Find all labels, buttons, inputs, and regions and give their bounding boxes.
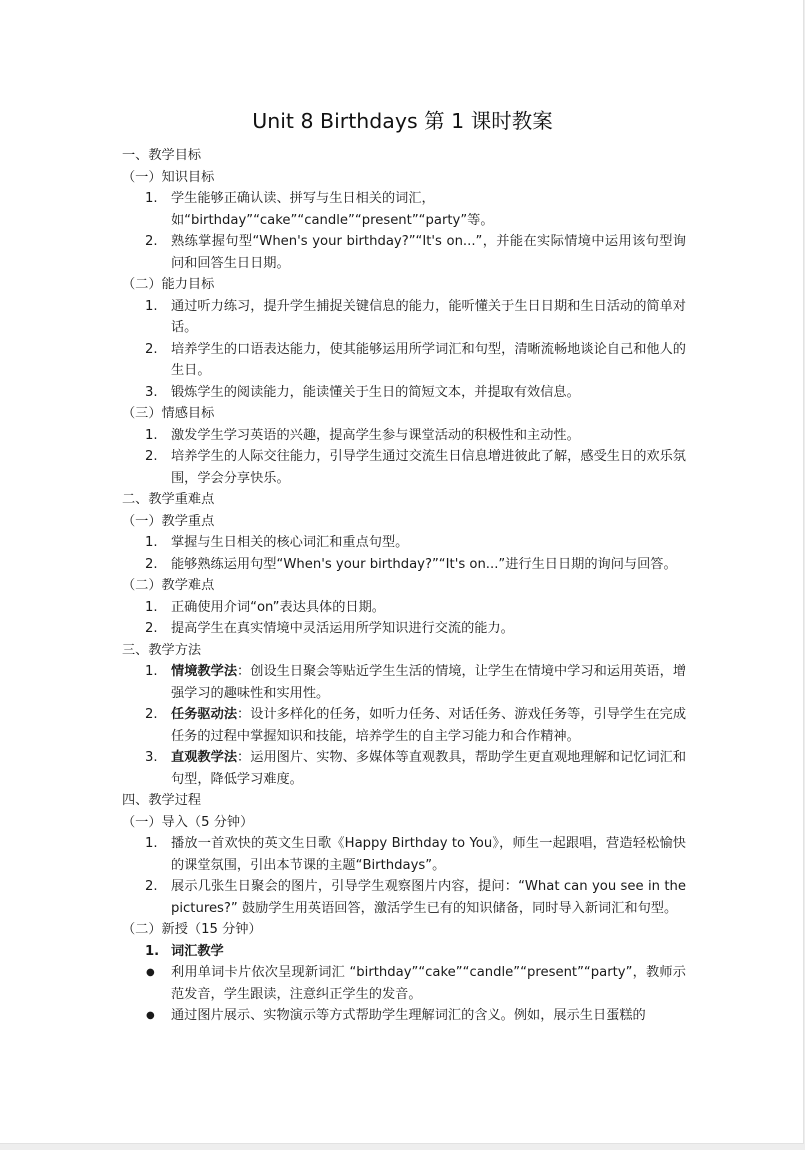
list-item-text: 展示几张生日聚会的图片，引导学生观察图片内容，提问：“What can you see in the pictures?” 鼓励学生用英语回答，激活学生已有的知识储备，同时导入新词汇和句型。 <box>171 879 686 916</box>
list-number: 2. <box>145 449 158 464</box>
method-name: 任务驱动法 <box>171 707 238 722</box>
list-item <box>0 554 686 576</box>
list-item <box>0 231 686 274</box>
subsection-heading: （一）导入（5 分钟） <box>122 814 254 830</box>
list-item-text: 培养学生的人际交往能力，引导学生通过交流生日信息增进彼此了解，感受生日的欢乐氛围，学会分享快乐。 <box>171 449 686 486</box>
method-name: 情境教学法 <box>171 664 238 679</box>
bullet-item-text: 利用单词卡片依次呈现新词汇 “birthday”“cake”“candle”“present”“party”，教师示范发音，学生跟读，注意纠正学生的发音。 <box>171 965 686 1002</box>
bullet-item-text: 通过图片展示、实物演示等方式帮助学生理解词汇的含义。例如，展示生日蛋糕的 <box>171 1008 646 1023</box>
document-body <box>0 145 805 1027</box>
section-heading: 二、教学重难点 <box>122 492 215 507</box>
list-item <box>0 296 686 339</box>
list-number: 1. <box>145 191 158 206</box>
list-number: 2. <box>145 341 158 357</box>
list-number: 1. <box>145 836 158 851</box>
list-item <box>0 941 686 963</box>
list-item <box>0 704 686 747</box>
list-number: 3. <box>145 384 158 400</box>
subsection-heading: （三）情感目标 <box>122 406 215 421</box>
bullet-item <box>0 1005 686 1027</box>
list-item-text: 能够熟练运用句型“When's your birthday?”“It's on...”进行生日日期的询问与回答。 <box>171 556 677 572</box>
list-item <box>0 597 686 619</box>
list-item-text: 通过听力练习，提升学生捕捉关键信息的能力，能听懂关于生日日期和生日活动的简单对话。 <box>171 298 686 335</box>
sub-heading: 词汇教学 <box>171 943 224 959</box>
list-item <box>0 618 686 640</box>
subsection-heading: （二）能力目标 <box>122 277 215 292</box>
list-number: 1. <box>145 535 158 550</box>
list-item <box>0 425 686 447</box>
list-item <box>0 876 686 919</box>
list-item <box>0 382 686 404</box>
method-name: 直观教学法 <box>171 750 238 765</box>
subsection-heading: （一）教学重点 <box>122 513 215 529</box>
list-item-text: 播放一首欢快的英文生日歌《Happy Birthday to You》，师生一起跟唱，营造轻松愉快的课堂氛围，引出本节课的主题“Birthdays”。 <box>171 836 686 873</box>
bullet-icon: ● <box>146 1010 155 1021</box>
subsection-heading: （一）知识目标 <box>122 169 215 185</box>
list-number: 1. <box>145 427 158 443</box>
list-item-text: 学生能够正确认读、拼写与生日相关的词汇，如“birthday”“cake”“candle”“present”“party”等。 <box>171 191 494 228</box>
list-item <box>0 661 686 704</box>
list-number: 3. <box>145 750 158 765</box>
list-item-text: ：运用图片、实物、多媒体等直观教具，帮助学生更直观地理解和记忆词汇和句型，降低学习难度。 <box>171 750 687 787</box>
list-item-text: ：创设生日聚会等贴近学生生活的情境，让学生在情境中学习和运用英语，增强学习的趣味性和实用性。 <box>171 664 687 701</box>
page-title: Unit 8 Birthdays 第 1 课时教案 <box>252 109 553 133</box>
list-number: 2. <box>145 707 158 722</box>
section-heading: 三、教学方法 <box>122 642 202 658</box>
section-heading: 四、教学过程 <box>122 793 202 808</box>
list-item-text: 锻炼学生的阅读能力，能读懂关于生日的简短文本，并提取有效信息。 <box>171 384 580 400</box>
list-item <box>0 446 686 489</box>
list-item-text: ：设计多样化的任务，如听力任务、对话任务、游戏任务等，引导学生在完成任务的过程中掌握知识和技能，培养学生的自主学习能力和合作精神。 <box>171 707 687 744</box>
list-item <box>0 747 686 790</box>
section-heading: 一、教学目标 <box>122 148 202 163</box>
list-number: 2. <box>145 621 158 636</box>
subsection-heading: （二）教学难点 <box>122 578 215 593</box>
list-item <box>0 339 686 382</box>
subsection-heading: （二）新授（15 分钟） <box>122 922 262 937</box>
list-item-text: 掌握与生日相关的核心词汇和重点句型。 <box>171 535 409 550</box>
list-item-text: 培养学生的口语表达能力，使其能够运用所学词汇和句型，清晰流畅地谈论自己和他人的生日。 <box>171 341 686 378</box>
list-number: 2. <box>145 556 158 572</box>
list-item <box>0 532 686 554</box>
list-item <box>0 188 686 231</box>
list-item-text: 激发学生学习英语的兴趣，提高学生参与课堂活动的积极性和主动性。 <box>171 427 580 443</box>
list-number: 1. <box>145 599 158 615</box>
list-item <box>0 833 686 876</box>
list-item-text: 正确使用介词“on”表达具体的日期。 <box>171 599 385 615</box>
list-number: 1. <box>145 943 160 959</box>
list-item-text: 提高学生在真实情境中灵活运用所学知识进行交流的能力。 <box>171 621 514 636</box>
list-item-text: 熟练掌握句型“When's your birthday?”“It's on...”，并能在实际情境中运用该句型询问和回答生日日期。 <box>171 234 686 271</box>
list-number: 2. <box>145 879 158 894</box>
bullet-icon: ● <box>146 967 155 978</box>
list-number: 2. <box>145 234 158 249</box>
list-number: 1. <box>145 298 158 314</box>
bullet-item <box>0 962 686 1005</box>
list-number: 1. <box>145 664 158 679</box>
